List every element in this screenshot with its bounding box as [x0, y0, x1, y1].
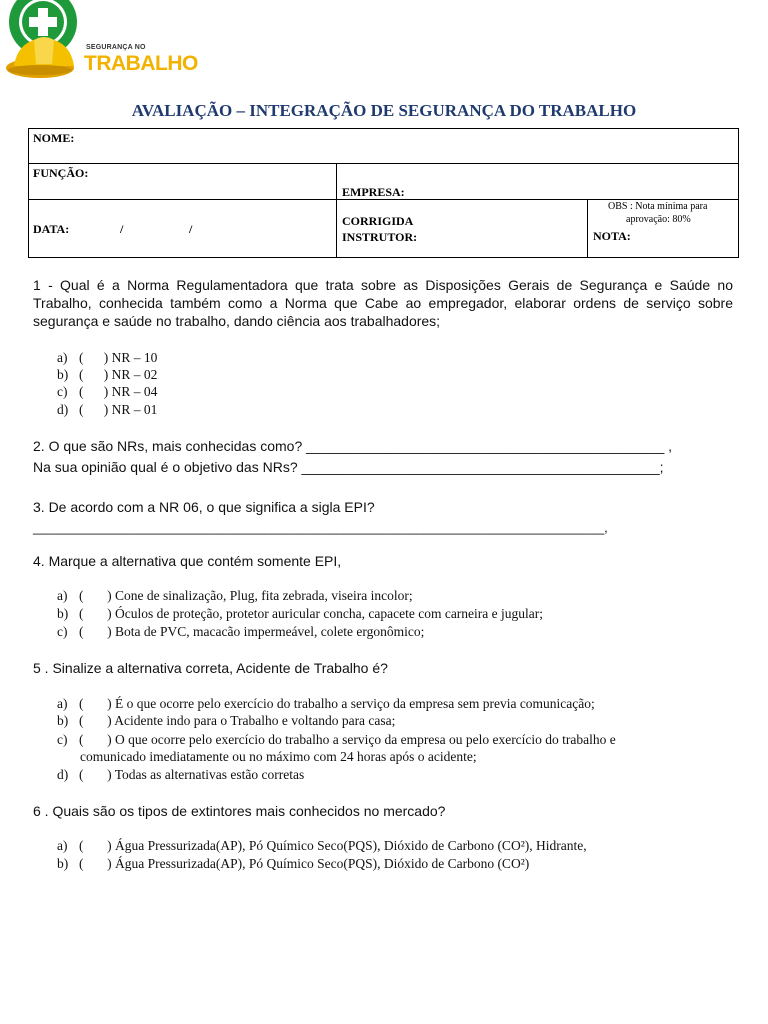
empresa-label: EMPRESA: [342, 185, 405, 199]
q6-option-a[interactable] [57, 837, 587, 854]
option-letter: c) [57, 732, 68, 747]
date-slash-1: / [120, 222, 124, 236]
option-letter: a) [57, 838, 68, 853]
option-text: ( ) Água Pressurizada(AP), Pó Químico Seco(PQS), Dióxido de Carbono (CO²) [79, 856, 530, 871]
question-6: 6 . Quais são os tipos de extintores mais conhecidos no mercado? [33, 803, 446, 819]
page-title: AVALIAÇÃO – INTEGRAÇÃO DE SEGURANÇA DO TRABALHO [131, 101, 637, 120]
q5-option-a[interactable] [57, 695, 595, 712]
option-letter: b) [57, 713, 69, 728]
option-text: ( ) Bota de PVC, macacão impermeável, colete ergonômico; [79, 624, 425, 639]
data-label: DATA: [33, 222, 70, 236]
q5-option-d[interactable] [57, 766, 304, 783]
option-text: ( ) O que ocorre pelo exercício do trabalho a serviço da empresa ou pelo exercício do trabalho e [79, 732, 616, 747]
date-slash-2: / [189, 222, 193, 236]
option-letter: d) [57, 767, 69, 782]
option-text: ( ) Água Pressurizada(AP), Pó Químico Seco(PQS), Dióxido de Carbono (CO²), Hidrante, [79, 838, 587, 853]
option-text: ( ) Cone de sinalização, Plug, fita zebrada, viseira incolor; [79, 588, 413, 603]
option-text: ( ) NR – 04 [79, 384, 158, 399]
question-4: 4. Marque a alternativa que contém somente EPI, [33, 553, 342, 569]
option-letter: a) [57, 350, 68, 365]
option-text: ( ) É o que ocorre pelo exercício do trabalho a serviço da empresa sem previa comunicação; [79, 696, 595, 711]
option-letter: a) [57, 588, 68, 603]
option-text: ( ) Óculos de proteção, protetor auricular concha, capacete com carneira e jugular; [79, 606, 544, 621]
question-5: 5 . Sinalize a alternativa correta, Acidente de Trabalho é? [33, 660, 388, 676]
question-3: 3. De acordo com a NR 06, o que significa a sigla EPI? [33, 499, 375, 515]
option-letter: c) [57, 384, 68, 399]
option-letter: c) [57, 624, 68, 639]
q5-option-c[interactable] [57, 731, 616, 748]
question-1: 1 - Qual é a Norma Regulamentadora que trata sobre as Disposições Gerais de Segurança e Saúde no Trabalho, conhecida também como a Norma que Cabe ao empregador, elaborar ordens de serviço sobre segurança e saúde no trabalho, dando ciência aos trabalhadores; [33, 277, 733, 329]
option-text: ( ) NR – 01 [79, 402, 158, 417]
option-letter: d) [57, 402, 69, 417]
q1-option-d[interactable] [57, 401, 157, 418]
header-table [28, 128, 739, 258]
option-letter: b) [57, 856, 69, 871]
logo-subtitle: SEGURANÇA NO [86, 44, 146, 51]
funcao-label: FUNÇÃO: [33, 166, 89, 180]
q5-option-c-continuation: comunicado imediatamente ou no máximo com 24 horas após o acidente; [80, 749, 477, 764]
logo [4, 0, 198, 82]
q4-option-a[interactable] [57, 587, 413, 604]
nota-label: NOTA: [593, 229, 631, 243]
option-text: ( ) NR – 10 [79, 350, 158, 365]
q6-option-b[interactable] [57, 855, 529, 872]
question-3-answer-line[interactable]: _______________________________________________________________________________, [33, 520, 608, 535]
q4-option-b[interactable] [57, 605, 543, 622]
corrigida-label: CORRIGIDA [342, 214, 414, 228]
option-letter: b) [57, 367, 69, 382]
q5-option-b[interactable] [57, 712, 395, 729]
logo-wordmark: TRABALHO [84, 52, 198, 75]
nome-label: NOME: [33, 131, 75, 145]
option-text: ( ) Acidente indo para o Trabalho e voltando para casa; [79, 713, 396, 728]
q4-option-c[interactable] [57, 623, 424, 640]
q1-option-b[interactable] [57, 366, 157, 383]
question-2-line-2[interactable]: Na sua opinião qual é o objetivo das NRs? ______________________________________________; [33, 459, 664, 475]
obs-line-1: OBS : Nota mínima para [608, 201, 708, 212]
option-letter: b) [57, 606, 69, 621]
obs-line-2: aprovação: 80% [626, 214, 691, 225]
option-text: ( ) Todas as alternativas estão corretas [79, 767, 305, 782]
option-letter: a) [57, 696, 68, 711]
q1-option-c[interactable] [57, 383, 157, 400]
instrutor-label: INSTRUTOR: [342, 230, 418, 244]
option-text: ( ) NR – 02 [79, 367, 158, 382]
q1-option-a[interactable] [57, 349, 157, 366]
question-2-line-1[interactable]: 2. O que são NRs, mais conhecidas como? ______________________________________________ , [33, 438, 673, 454]
